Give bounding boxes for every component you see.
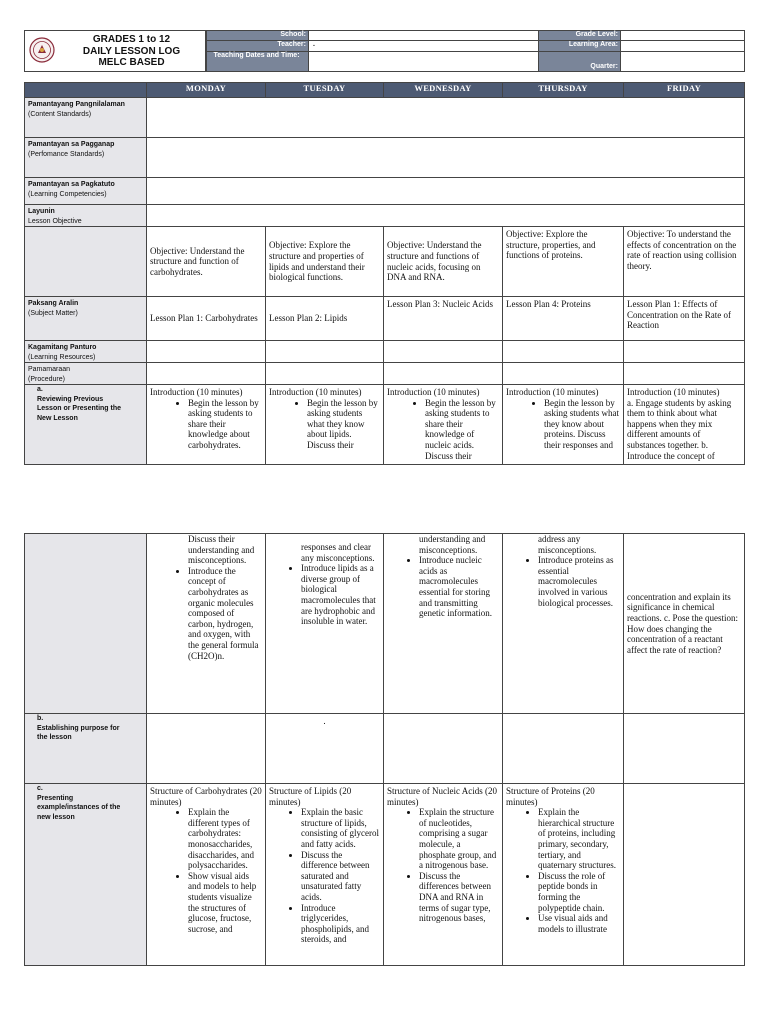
content-standards-cell[interactable] bbox=[147, 98, 745, 138]
objective-monday[interactable]: Objective: Understand the structure and function of carbohydrates. bbox=[147, 227, 266, 297]
label-procedure-a: a.Reviewing Previous Lesson or Presenting the New Lesson bbox=[25, 385, 147, 465]
row-objective-header bbox=[25, 205, 745, 227]
lesson-log-table bbox=[24, 82, 745, 465]
objective-header-cell[interactable] bbox=[147, 205, 745, 227]
intro-friday[interactable]: Introduction (10 minutes) a. Engage students by asking them to think about what happens when they mix different amounts of substances together. b. Introduce the concept of bbox=[624, 385, 745, 465]
day-header-wednesday: WEDNESDAY bbox=[384, 83, 503, 98]
intro-thursday-continued[interactable]: address any misconceptions. • Introduce proteins as essential macromolecules involved in various biological processes. bbox=[503, 534, 624, 714]
learning-competencies-cell[interactable] bbox=[147, 178, 745, 205]
structure-tuesday[interactable]: Structure of Lipids (20 minutes) • Explain the basic structure of lipids, consisting of glycerol and fatty acids. • Discuss the difference between saturated and unsaturated fatty acids. • Introduce triglycerides, phospholipids, and steroids, and bbox=[266, 784, 384, 966]
teacher-field[interactable]: . bbox=[309, 41, 539, 51]
procedure-friday[interactable] bbox=[624, 363, 745, 385]
intro-tuesday[interactable]: Introduction (10 minutes) • Begin the lesson by asking students what they know about lipids. Discuss their bbox=[266, 385, 384, 465]
lesson-friday[interactable]: Lesson Plan 1: Effects of Concentration on the Rate of Reaction bbox=[624, 297, 745, 341]
purpose-friday[interactable] bbox=[624, 714, 745, 784]
label-subject-matter: Paksang Aralin (Subject Matter) bbox=[25, 297, 147, 341]
label-content-standards: Pamantayang Pangnilalaman (Content Standards) bbox=[25, 98, 147, 138]
label-procedure-c: c.Presenting example/instances of the new lesson bbox=[25, 784, 147, 966]
resources-monday[interactable] bbox=[147, 341, 266, 363]
resources-friday[interactable] bbox=[624, 341, 745, 363]
structure-thursday[interactable]: Structure of Proteins (20 minutes) • Explain the hierarchical structure of proteins, including primary, secondary, tertiary, and quaternary structures. • Discuss the role of peptide bonds in forming the polypeptide chain. • Use visual aids and models to illustrate bbox=[503, 784, 624, 966]
learning-area-field[interactable] bbox=[621, 41, 745, 51]
purpose-monday[interactable] bbox=[147, 714, 266, 784]
intro-wednesday-continued[interactable]: understanding and misconceptions. • Introduce nucleic acids as macromolecules essential for storing and transmitting genetic information. bbox=[384, 534, 503, 714]
purpose-thursday[interactable] bbox=[503, 714, 624, 784]
label-procedure-b: b.Establishing purpose for the lesson bbox=[25, 714, 147, 784]
procedure-thursday[interactable] bbox=[503, 363, 624, 385]
intro-wednesday[interactable]: Introduction (10 minutes) • Begin the lesson by asking students to share their knowledge of nucleic acids. Discuss their bbox=[384, 385, 503, 465]
row-performance-standards bbox=[25, 138, 745, 178]
teacher-label: Teacher: bbox=[207, 41, 309, 51]
label-procedure-a-continued bbox=[25, 534, 147, 714]
day-header-monday: MONDAY bbox=[147, 83, 266, 98]
row-objectives bbox=[25, 227, 745, 297]
procedure-wednesday[interactable] bbox=[384, 363, 503, 385]
resources-wednesday[interactable] bbox=[384, 341, 503, 363]
resources-tuesday[interactable] bbox=[266, 341, 384, 363]
day-header-tuesday: TUESDAY bbox=[266, 83, 384, 98]
procedure-monday[interactable] bbox=[147, 363, 266, 385]
intro-tuesday-continued[interactable]: responses and clear any misconceptions. • Introduce lipids as a diverse group of biological macromolecules that are hydrophobic and insoluble in water. bbox=[266, 534, 384, 714]
row-procedure-b bbox=[25, 714, 745, 784]
lesson-tuesday[interactable]: Lesson Plan 2: Lipids bbox=[266, 297, 384, 341]
label-learning-competencies: Pamantayan sa Pagkatuto (Learning Competencies) bbox=[25, 178, 147, 205]
grade-level-label: Grade Level: bbox=[539, 31, 621, 41]
intro-monday[interactable]: Introduction (10 minutes) • Begin the lesson by asking students to share their knowledge about carbohydrates. bbox=[147, 385, 266, 465]
resources-thursday[interactable] bbox=[503, 341, 624, 363]
purpose-wednesday[interactable] bbox=[384, 714, 503, 784]
structure-monday[interactable]: Structure of Carbohydrates (20 minutes) • Explain the different types of carbohydrates: monosaccharides, disaccharides, and polysaccharides. • Show visual aids and models to help students visualize the structures of glucose, fructose, sucrose, and bbox=[147, 784, 266, 966]
row-procedure-a bbox=[25, 385, 745, 465]
header-title: GRADES 1 to 12 DAILY LESSON LOG MELC BASED bbox=[82, 34, 181, 68]
teaching-dates-label: Teaching Dates and Time: bbox=[207, 51, 309, 72]
objective-thursday[interactable]: Objective: Explore the structure, properties, and functions of proteins. bbox=[503, 227, 624, 297]
row-procedure-c bbox=[25, 784, 745, 966]
lesson-monday[interactable]: Lesson Plan 1: Carbohydrates bbox=[147, 297, 266, 341]
school-label: School: bbox=[207, 31, 309, 41]
performance-standards-cell[interactable] bbox=[147, 138, 745, 178]
objectives-label-blank bbox=[25, 227, 147, 297]
label-performance-standards: Pamantayan sa Pagganap (Perfomance Standards) bbox=[25, 138, 147, 178]
header-fields bbox=[206, 30, 745, 72]
lesson-thursday[interactable]: Lesson Plan 4: Proteins bbox=[503, 297, 624, 341]
label-procedure: Pamamaraan (Procedure) bbox=[25, 363, 147, 385]
objective-tuesday[interactable]: Objective: Explore the structure and properties of lipids and understand their biological functions. bbox=[266, 227, 384, 297]
structure-wednesday[interactable]: Structure of Nucleic Acids (20 minutes) • Explain the structure of nucleotides, comprising a sugar molecule, a phosphate group, and a nitrogenous base. • Discuss the differences between DNA and RNA in terms of sugar type, nitrogenous bases, bbox=[384, 784, 503, 966]
intro-thursday[interactable]: Introduction (10 minutes) • Begin the lesson by asking students what they know about proteins. Discuss their responses and bbox=[503, 385, 624, 465]
day-header-thursday: THURSDAY bbox=[503, 83, 624, 98]
row-learning-competencies bbox=[25, 178, 745, 205]
row-content-standards bbox=[25, 98, 745, 138]
label-learning-resources: Kagamitang Panturo (Learning Resources) bbox=[25, 341, 147, 363]
day-header-friday: FRIDAY bbox=[624, 83, 745, 98]
teaching-dates-field[interactable] bbox=[309, 51, 539, 72]
school-field[interactable] bbox=[309, 31, 539, 41]
row-procedure bbox=[25, 363, 745, 385]
lesson-wednesday[interactable]: Lesson Plan 3: Nucleic Acids bbox=[384, 297, 503, 341]
header-title-box bbox=[24, 30, 206, 72]
row-procedure-a-continued bbox=[25, 534, 745, 714]
row-subject-matter bbox=[25, 297, 745, 341]
corner-cell bbox=[25, 83, 147, 98]
purpose-tuesday[interactable]: . bbox=[266, 714, 384, 784]
lesson-log-table-continued bbox=[24, 533, 745, 966]
objective-friday[interactable]: Objective: To understand the effects of concentration on the rate of reaction using collision theory. bbox=[624, 227, 745, 297]
grade-level-field[interactable] bbox=[621, 31, 745, 41]
deped-seal-icon bbox=[29, 37, 55, 63]
procedure-tuesday[interactable] bbox=[266, 363, 384, 385]
objective-wednesday[interactable]: Objective: Understand the structure and functions of nucleic acids, focusing on DNA and RNA. bbox=[384, 227, 503, 297]
label-objective: Layunin Lesson Objective bbox=[25, 205, 147, 227]
row-learning-resources bbox=[25, 341, 745, 363]
quarter-field[interactable] bbox=[621, 51, 745, 72]
quarter-label: Quarter: bbox=[539, 51, 621, 72]
learning-area-label: Learning Area: bbox=[539, 41, 621, 51]
intro-friday-continued[interactable]: concentration and explain its significance in chemical reactions. c. Pose the question: How does changing the concentration of a reactant affect the rate of reaction? bbox=[624, 534, 745, 714]
intro-monday-continued[interactable]: Discuss their understanding and misconceptions. • Introduce the concept of carbohydrates as organic molecules composed of carbon, hydrogen, and oxygen, with the general formula (CH2O)n. bbox=[147, 534, 266, 714]
structure-friday[interactable] bbox=[624, 784, 745, 966]
